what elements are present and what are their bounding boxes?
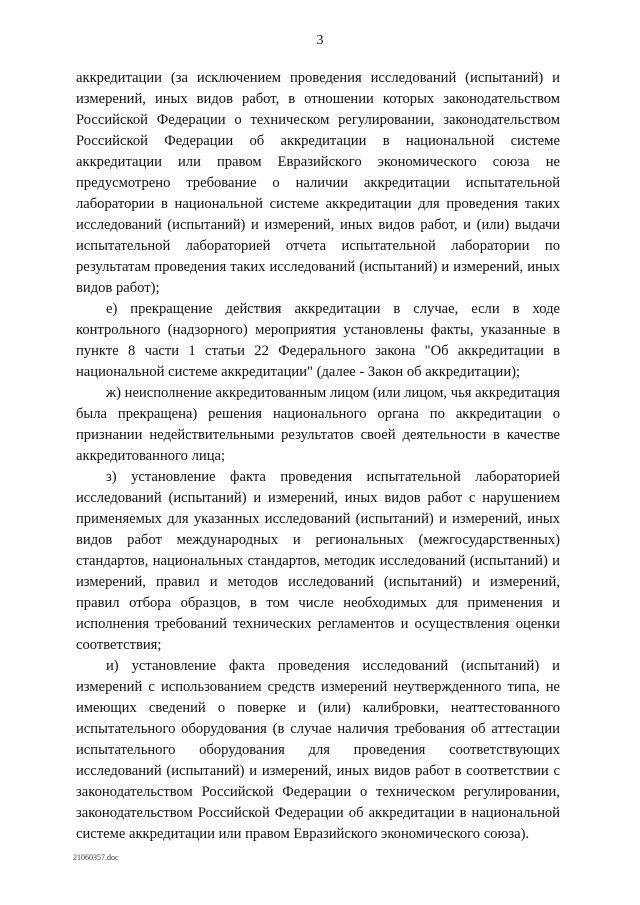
paragraph-item-z: з) установление факта проведения испытательной лабораторией исследований (испытаний) и измерений, иных видов работ с нарушением применяемых для указанных исследований (испытаний) и измерений, иных видов работ международных и региональных (межгосударственных) стандартов, национальных стандартов, методик исследований (испытаний) и измерений, правил и методов исследований (испытаний) и измерений, правил отбора образцов, в том числе необходимых для применения и исполнения требований технических регламентов и осуществления оценки соответствия; xyxy=(76,469,560,653)
page-number: 3 xyxy=(316,33,324,48)
paragraph-item-i: и) установление факта проведения исследований (испытаний) и измерений с использованием средств измерений неутвержденного типа, не имеющих сведений о поверке и (или) калибровки, неаттестованного испытательного оборудования (в случае наличия требования об аттестации испытательного оборудования для проведения соответствующих исследований (испытаний) и измерений, иных видов работ в соответствии с законодательством Российской Федерации о техническом регулировании, законодательством Российской Федерации об аккредитации в национальной системе аккредитации или правом Евразийского экономического союза). xyxy=(76,658,560,842)
footer-file-code: 21060357.doc xyxy=(73,853,119,862)
paragraph-item-zh: ж) неисполнение аккредитованным лицом (или лицом, чья аккредитация была прекращена) решения национального органа по аккредитации о признании недействительными результатов своей деятельности в качестве аккредитованного лица; xyxy=(76,385,560,464)
document-body xyxy=(76,68,560,845)
paragraph-continuation: аккредитации (за исключением проведения исследований (испытаний) и измерений, иных видов работ, в отношении которых законодательством Российской Федерации о техническом регулировании, законодательством Российской Федерации об аккредитации в национальной системе аккредитации или правом Евразийского экономического союза не предусмотрено требование о наличии аккредитации испытательной лаборатории в национальной системе аккредитации для проведения таких исследований (испытаний) и измерений, иных видов работ, и (или) выдачи испытательной лабораторией отчета испытательной лаборатории по результатам проведения таких исследований (испытаний) и измерений, иных видов работ); xyxy=(76,70,560,296)
paragraph-item-e: е) прекращение действия аккредитации в случае, если в ходе контрольного (надзорного) мероприятия установлены факты, указанные в пункте 8 части 1 статьи 22 Федерального закона "Об аккредитации в национальной системе аккредитации" (далее - Закон об аккредитации); xyxy=(76,301,560,380)
